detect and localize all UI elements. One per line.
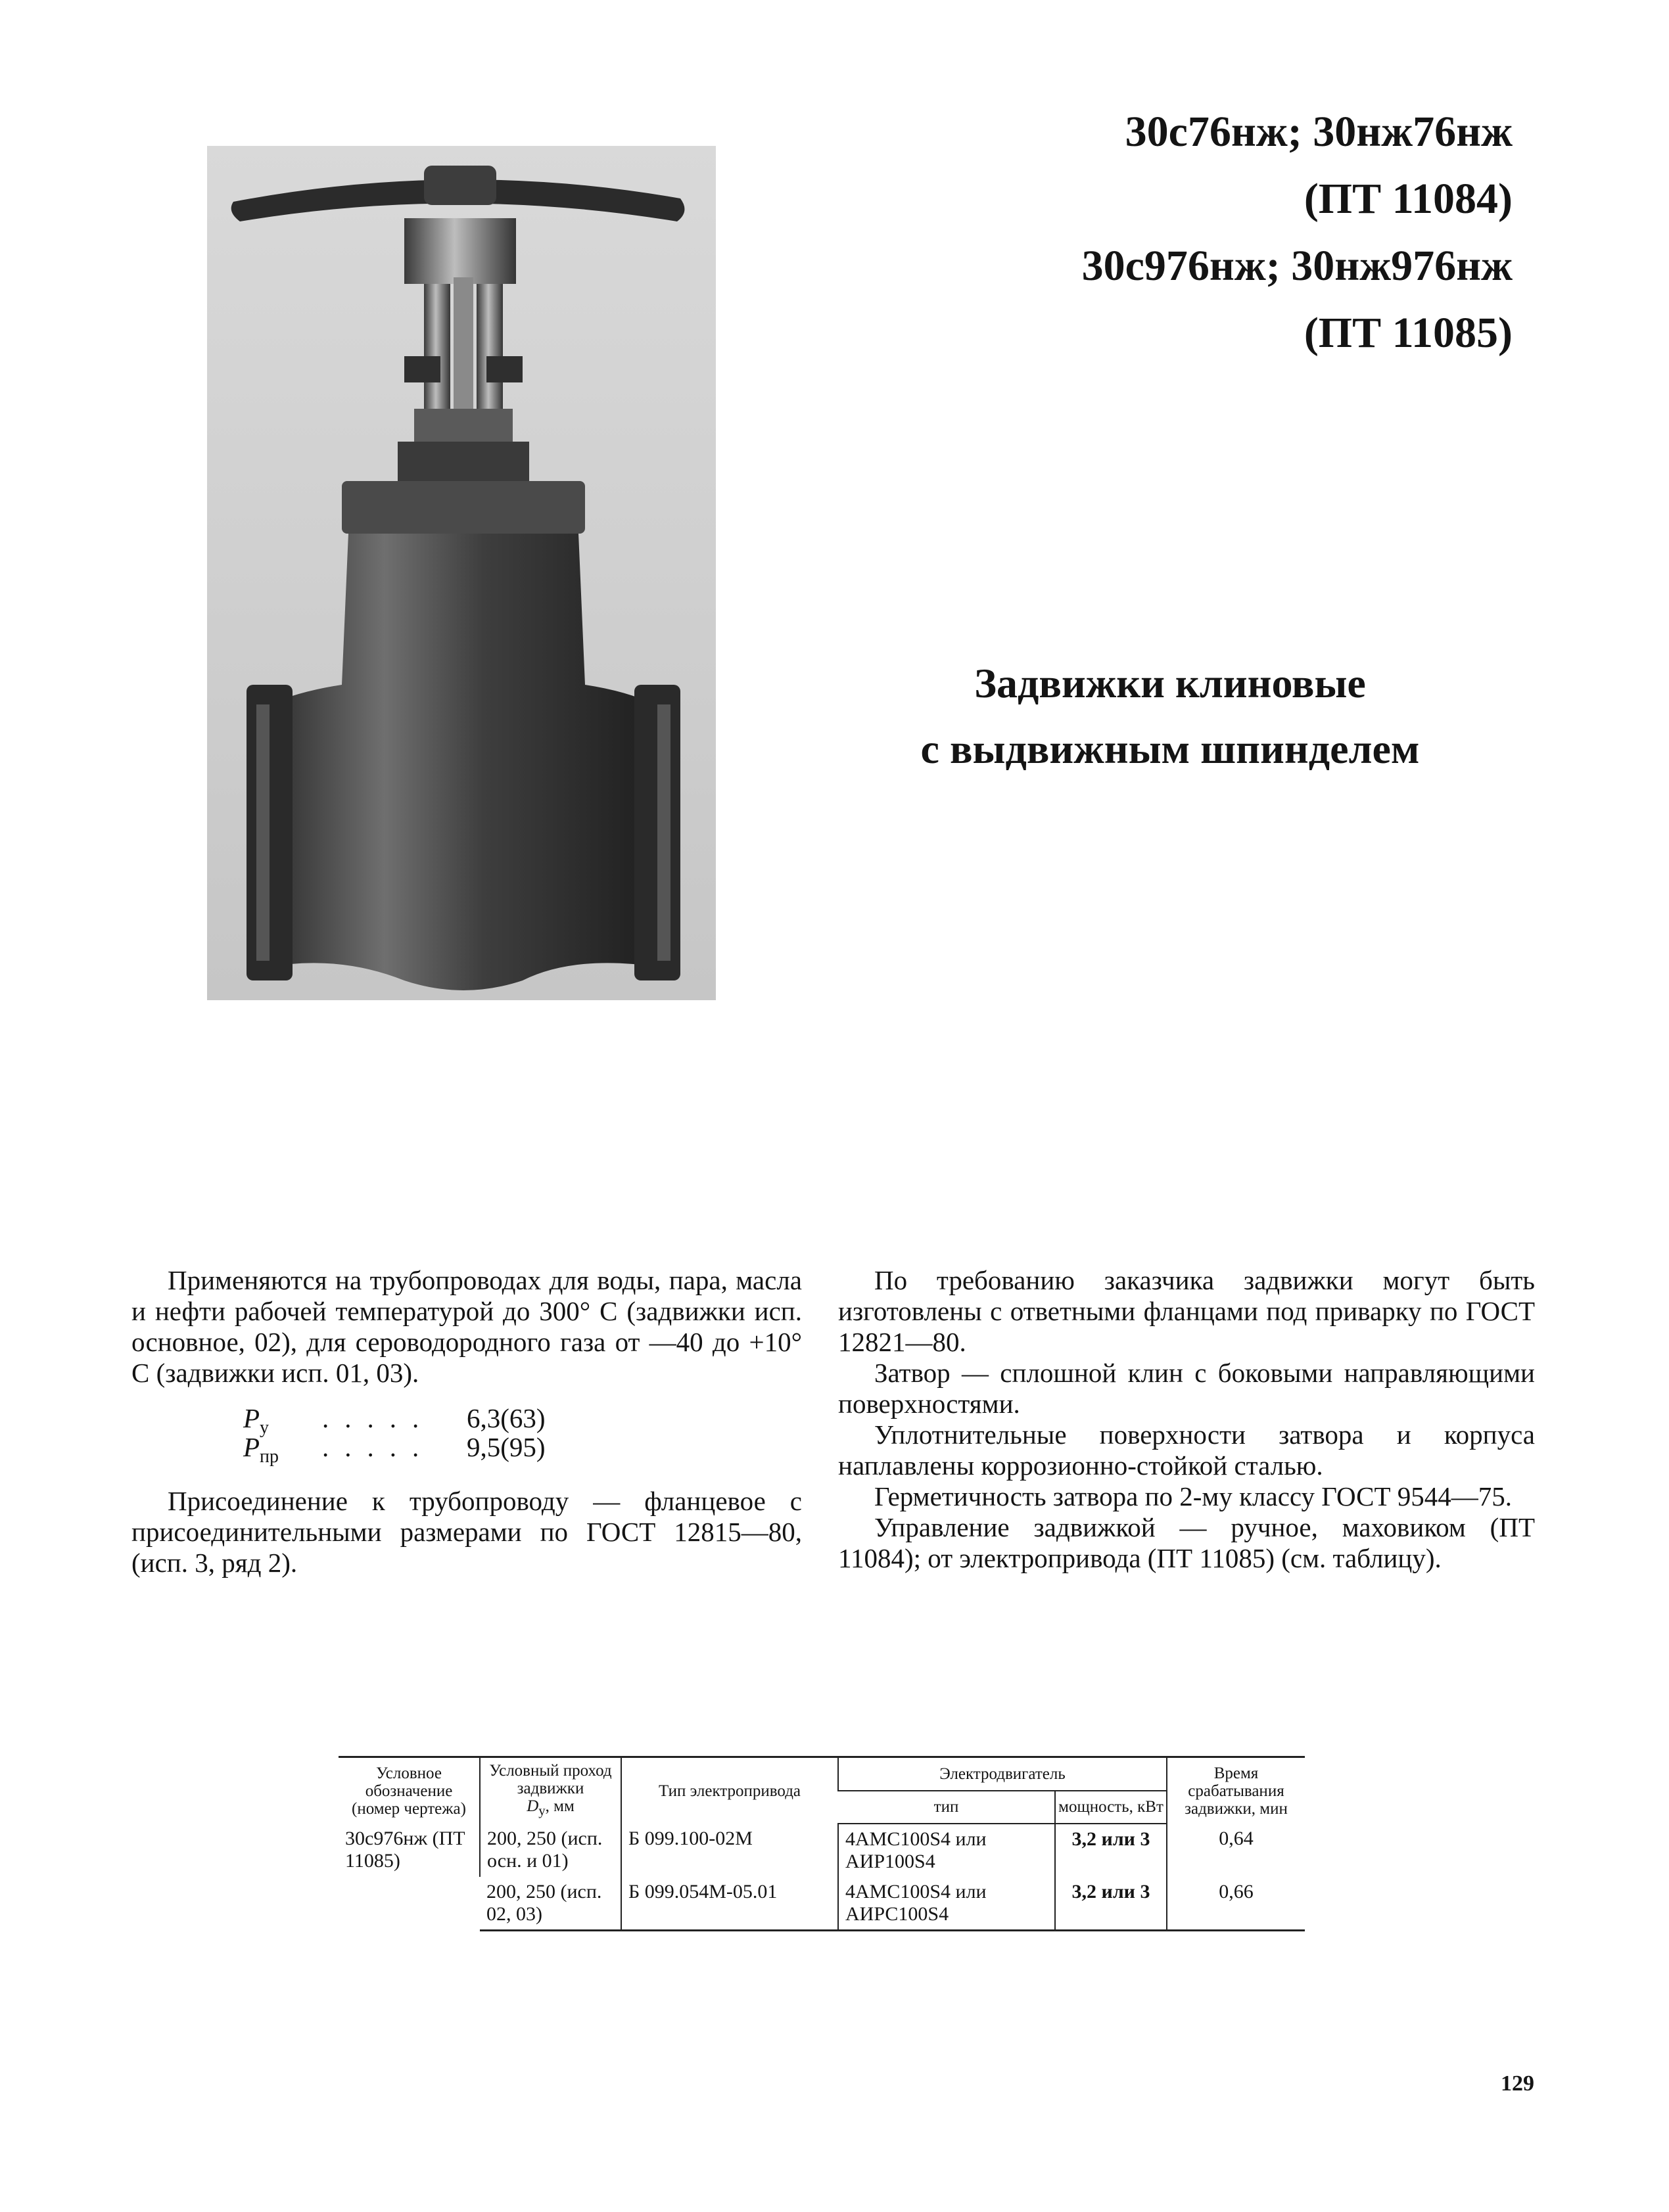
right-column: [838, 1265, 1535, 1574]
param-symbol: $P_у$: [243, 1403, 270, 1439]
cell-power: 3,2 или 3: [1055, 1824, 1167, 1877]
param-dots: .....: [322, 1403, 435, 1433]
header-drive: Тип электропривода: [621, 1757, 838, 1824]
cell-time: 0,66: [1167, 1877, 1305, 1931]
paragraph: По требованию заказчика задвижки могут быть изготовлены с ответными фланцами под приварку по ГОСТ 12821—80.: [838, 1265, 1535, 1357]
code-line: 30с76нж; 30нж76нж: [1125, 108, 1513, 156]
gate-valve-photo: [207, 146, 716, 1000]
param-value: 6,3(63): [467, 1403, 546, 1433]
code-line: (ПТ 11084): [1304, 175, 1513, 223]
code-line: 30с976нж; 30нж976нж: [1081, 242, 1513, 290]
left-column: [131, 1265, 802, 1578]
code-line: (ПТ 11085): [1304, 309, 1513, 357]
param-value: 9,5(95): [467, 1432, 546, 1462]
heading-line: с выдвижным шпинделем: [920, 726, 1420, 772]
cell-bore: 200, 250 (исп. осн. и 01): [480, 1824, 621, 1877]
paragraph: Герметичность затвора по 2-му классу ГОСТ 9544—75.: [874, 1481, 1512, 1511]
cell-drive: Б 099.054М-05.01: [621, 1877, 838, 1931]
connection-paragraph: Присоединение к трубопроводу — фланцевое с присоединительными размерами по ГОСТ 12815—80, (исп. 3, ряд 2).: [131, 1486, 802, 1578]
page-number: 129: [1501, 2071, 1534, 2096]
param-symbol: $P_{пр}$: [243, 1432, 279, 1467]
cell-power: 3,2 или 3: [1055, 1877, 1167, 1931]
paragraph: Уплотнительные поверхности затвора и корпуса наплавлены коррозионно-стойкой сталью.: [838, 1419, 1535, 1481]
cell-drive: Б 099.100-02М: [621, 1824, 838, 1877]
header-motor-type: тип: [838, 1791, 1055, 1824]
param-row: [243, 1403, 802, 1439]
header-motor: Электродвигатель: [838, 1757, 1167, 1791]
header-time: Время срабатывания задвижки, мин: [1167, 1757, 1305, 1824]
cell-motor: 4АМС100S4 или АИР100S4: [838, 1824, 1055, 1877]
cell-time: 0,64: [1167, 1824, 1305, 1877]
header-motor-power: мощность, кВт: [1055, 1791, 1167, 1824]
table-row: [339, 1877, 1305, 1931]
electric-drive-table: [339, 1756, 1305, 1931]
heading-line: Задвижки клиновые: [974, 660, 1366, 706]
cell-motor: 4АМС100S4 или АИРС100S4: [838, 1877, 1055, 1931]
pressure-params: [243, 1403, 802, 1467]
paragraph: Затвор — сплошной клин с боковыми направляющими поверхностями.: [838, 1358, 1535, 1419]
param-row: [243, 1432, 802, 1467]
cell-designation: 30с976нж (ПТ 11085): [345, 1828, 465, 1872]
header-bore: Условный проход задвижки $D_у$, мм: [480, 1757, 621, 1824]
section-heading: [855, 651, 1486, 782]
application-paragraph: Применяются на трубопроводах для воды, пара, масла и нефти рабочей температурой до 300° С (задвижки исп. основное, 02), для сероводородного газа от —40 до +10° С (задвижки исп. 01, 03).: [131, 1265, 802, 1388]
product-codes: [855, 99, 1513, 367]
cell-bore: 200, 250 (исп. 02, 03): [480, 1877, 621, 1931]
table-row: [339, 1824, 1305, 1877]
table-header-row: [339, 1757, 1305, 1791]
param-dots: .....: [322, 1432, 435, 1462]
paragraph: Управление задвижкой — ручное, маховиком (ПТ 11084); от электропривода (ПТ 11085) (см. таблицу).: [838, 1512, 1535, 1573]
header-designation: Условное обозначение (номер чертежа): [339, 1757, 480, 1824]
